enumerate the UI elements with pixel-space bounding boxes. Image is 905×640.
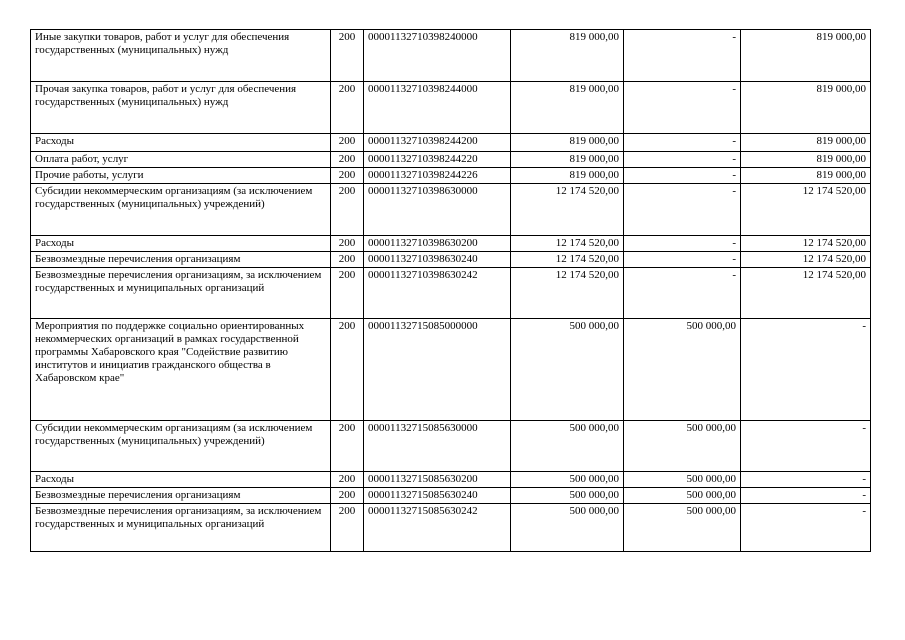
row-code-cell: 200 xyxy=(331,236,364,252)
row-executed-cell: - xyxy=(624,30,741,82)
row-name-cell: Иные закупки товаров, работ и услуг для обеспечения государственных (муниципальных) нужд xyxy=(31,30,331,82)
table-row xyxy=(31,488,871,504)
row-code-cell: 200 xyxy=(331,504,364,552)
row-executed-cell: 500 000,00 xyxy=(624,488,741,504)
table-row xyxy=(31,184,871,236)
row-code-cell: 200 xyxy=(331,134,364,152)
row-approved-cell: 819 000,00 xyxy=(511,82,624,134)
row-remaining-cell: 12 174 520,00 xyxy=(741,268,871,319)
row-kbk-cell: 00001132710398244000 xyxy=(364,82,511,134)
row-code-cell: 200 xyxy=(331,319,364,421)
row-kbk-cell: 00001132715085000000 xyxy=(364,319,511,421)
row-code-cell: 200 xyxy=(331,184,364,236)
row-remaining-cell: 12 174 520,00 xyxy=(741,252,871,268)
row-name-cell: Безвозмездные перечисления организациям, за исключением государственных и муниципальных организаций xyxy=(31,268,331,319)
row-remaining-cell: - xyxy=(741,472,871,488)
row-name-cell: Прочая закупка товаров, работ и услуг для обеспечения государственных (муниципальных) нужд xyxy=(31,82,331,134)
table-row xyxy=(31,268,871,319)
row-name-cell: Оплата работ, услуг xyxy=(31,152,331,168)
row-approved-cell: 12 174 520,00 xyxy=(511,184,624,236)
table-row xyxy=(31,134,871,152)
row-code-cell: 200 xyxy=(331,82,364,134)
row-name-cell: Безвозмездные перечисления организациям xyxy=(31,252,331,268)
row-code-cell: 200 xyxy=(331,252,364,268)
row-remaining-cell: 12 174 520,00 xyxy=(741,236,871,252)
row-name-cell: Расходы xyxy=(31,236,331,252)
row-approved-cell: 819 000,00 xyxy=(511,168,624,184)
table-row xyxy=(31,236,871,252)
row-code-cell: 200 xyxy=(331,168,364,184)
row-name-cell: Расходы xyxy=(31,134,331,152)
row-executed-cell: - xyxy=(624,268,741,319)
row-executed-cell: - xyxy=(624,82,741,134)
row-approved-cell: 819 000,00 xyxy=(511,30,624,82)
row-approved-cell: 500 000,00 xyxy=(511,504,624,552)
table-row xyxy=(31,504,871,552)
row-approved-cell: 12 174 520,00 xyxy=(511,236,624,252)
row-executed-cell: 500 000,00 xyxy=(624,421,741,472)
row-executed-cell: - xyxy=(624,252,741,268)
row-remaining-cell: 819 000,00 xyxy=(741,30,871,82)
row-name-cell: Субсидии некоммерческим организациям (за исключением государственных (муниципальных) учреждений) xyxy=(31,421,331,472)
row-executed-cell: 500 000,00 xyxy=(624,472,741,488)
row-code-cell: 200 xyxy=(331,488,364,504)
row-kbk-cell: 00001132710398244200 xyxy=(364,134,511,152)
row-executed-cell: - xyxy=(624,184,741,236)
row-kbk-cell: 00001132710398630242 xyxy=(364,268,511,319)
row-kbk-cell: 00001132710398244220 xyxy=(364,152,511,168)
row-approved-cell: 819 000,00 xyxy=(511,134,624,152)
row-remaining-cell: 819 000,00 xyxy=(741,152,871,168)
row-approved-cell: 12 174 520,00 xyxy=(511,268,624,319)
row-approved-cell: 500 000,00 xyxy=(511,488,624,504)
row-kbk-cell: 00001132710398630240 xyxy=(364,252,511,268)
row-code-cell: 200 xyxy=(331,268,364,319)
row-remaining-cell: - xyxy=(741,504,871,552)
row-remaining-cell: 819 000,00 xyxy=(741,82,871,134)
row-kbk-cell: 00001132710398630000 xyxy=(364,184,511,236)
row-approved-cell: 500 000,00 xyxy=(511,472,624,488)
row-remaining-cell: - xyxy=(741,488,871,504)
table-row xyxy=(31,152,871,168)
row-approved-cell: 500 000,00 xyxy=(511,421,624,472)
row-executed-cell: 500 000,00 xyxy=(624,319,741,421)
row-approved-cell: 500 000,00 xyxy=(511,319,624,421)
table-row xyxy=(31,472,871,488)
row-name-cell: Прочие работы, услуги xyxy=(31,168,331,184)
row-remaining-cell: - xyxy=(741,421,871,472)
table-row xyxy=(31,168,871,184)
row-name-cell: Безвозмездные перечисления организациям xyxy=(31,488,331,504)
row-remaining-cell: 12 174 520,00 xyxy=(741,184,871,236)
row-executed-cell: - xyxy=(624,152,741,168)
table-body xyxy=(31,30,871,552)
row-code-cell: 200 xyxy=(331,421,364,472)
row-name-cell: Мероприятия по поддержке социально ориентированных некоммерческих организаций в рамках государственной программы Хабаровского края "Содействие развитию институтов и инициатив гражданского общества в Хабаровском крае" xyxy=(31,319,331,421)
row-approved-cell: 819 000,00 xyxy=(511,152,624,168)
row-executed-cell: - xyxy=(624,168,741,184)
row-kbk-cell: 00001132710398630200 xyxy=(364,236,511,252)
row-executed-cell: - xyxy=(624,134,741,152)
budget-execution-table xyxy=(30,29,871,552)
row-code-cell: 200 xyxy=(331,472,364,488)
row-kbk-cell: 00001132715085630242 xyxy=(364,504,511,552)
row-kbk-cell: 00001132715085630200 xyxy=(364,472,511,488)
row-remaining-cell: - xyxy=(741,319,871,421)
row-executed-cell: - xyxy=(624,236,741,252)
row-name-cell: Субсидии некоммерческим организациям (за исключением государственных (муниципальных) учреждений) xyxy=(31,184,331,236)
table-row xyxy=(31,82,871,134)
row-code-cell: 200 xyxy=(331,30,364,82)
row-approved-cell: 12 174 520,00 xyxy=(511,252,624,268)
row-name-cell: Расходы xyxy=(31,472,331,488)
row-name-cell: Безвозмездные перечисления организациям, за исключением государственных и муниципальных организаций xyxy=(31,504,331,552)
row-executed-cell: 500 000,00 xyxy=(624,504,741,552)
row-kbk-cell: 00001132715085630240 xyxy=(364,488,511,504)
table-row xyxy=(31,30,871,82)
row-remaining-cell: 819 000,00 xyxy=(741,168,871,184)
row-kbk-cell: 00001132715085630000 xyxy=(364,421,511,472)
row-kbk-cell: 00001132710398240000 xyxy=(364,30,511,82)
table-row xyxy=(31,421,871,472)
row-kbk-cell: 00001132710398244226 xyxy=(364,168,511,184)
table-row xyxy=(31,252,871,268)
row-remaining-cell: 819 000,00 xyxy=(741,134,871,152)
table-row xyxy=(31,319,871,421)
row-code-cell: 200 xyxy=(331,152,364,168)
